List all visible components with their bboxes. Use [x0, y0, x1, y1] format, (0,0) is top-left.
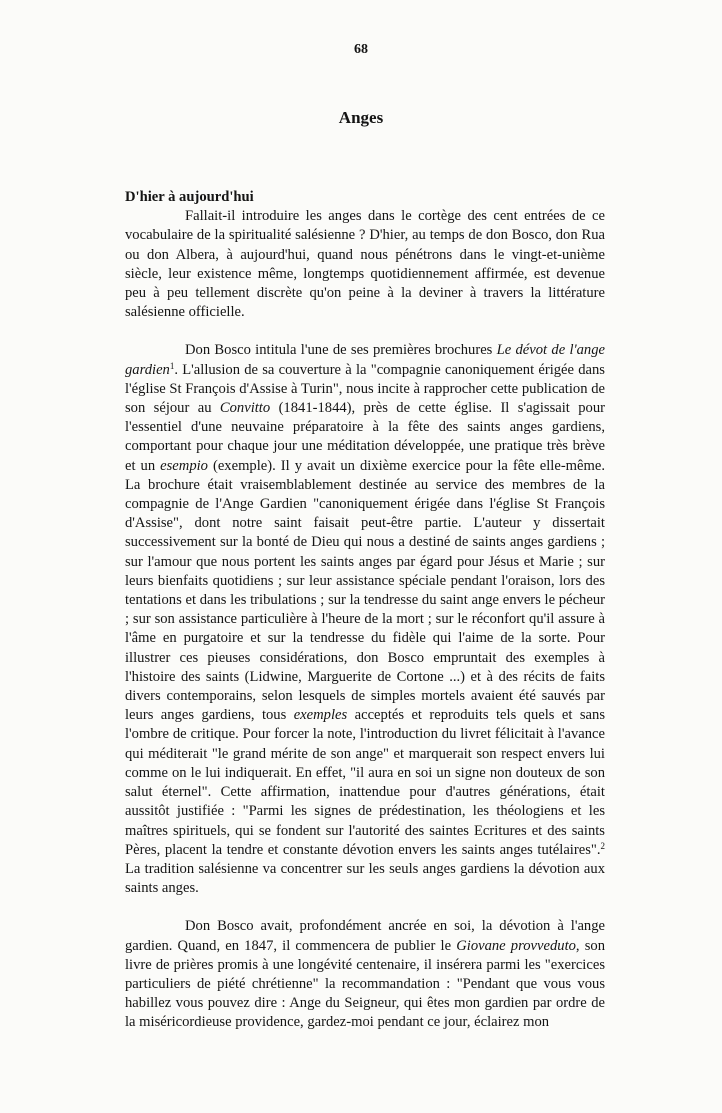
paragraph-3: Don Bosco avait, profondément ancrée en soi, la dévotion à l'ange gardien. Quand, en 1847, il commencera de publier le Giovane provveduto, son livre de prières promis à une longévité centenaire, il insérera parmi les "exercices particuliers de piété chrétienne" la recommandation : "Pendant que vous vous habillez vous pouvez dire : Ange du Seigneur, qui êtes mon gardien par ordre de la miséricordieuse providence, gardez-moi pendant ce jour, éclairez mon — [125, 918, 605, 1031]
chapter-title: Anges — [338, 108, 384, 127]
book-title: Giovane provveduto — [456, 937, 576, 954]
footnote-ref-2: 2 — [600, 840, 605, 851]
main-text — [125, 188, 605, 1033]
page-number: 68 — [354, 42, 368, 57]
section-heading: D'hier à aujourd'hui — [125, 189, 254, 205]
footnote-ref-1: 1 — [169, 360, 175, 371]
book-title: Le dévot de l'ange gardien — [125, 342, 605, 378]
paragraph-2: Don Bosco intitula l'une de ses premières brochures Le dévot de l'ange gardien$^1$. L'allusion de sa couverture à la "compagnie canoniquement érigée dans l'église St François d'Assise à Turin", nous incite à rapprocher cette publication de son séjour au Convitto (1841-1844), près de cette église. Il s'agissait pour l'essentiel d'une neuvaine préparatoire à la fête des saints anges gardiens, comportant pour chaque jour une méditation développée, une pratique très brève et un esempio (exemple). Il y avait un dixième exercice pour la fête elle-même. La brochure était vraisemblablement destinée au service des membres de la compagnie de l'Ange Gardien "canoniquement érigée dans l'église St François d'Assise", dont notre saint faisait peut-être partie. L'auteur y dissertait successivement sur la bonté de Dieu qui nous a destiné de saints anges gardiens ; sur l'amour que nous portent les saints anges par égard pour Jésus et Marie ; sur leurs bienfaits quotidiens ; sur leur assistance spéciale pendant l'oraison, lors des tentations et dans les tribulations ; sur la tendresse du saint ange envers le pécheur ; sur son assistance particulière à l'heure de la mort ; sur le réconfort qu'il assure à l'âme en purgatoire et sur la tendresse du fidèle qui l'aime de la sorte. Pour illustrer ces pieuses considérations, don Bosco empruntait des exemples à l'histoire des saints (Lidwine, Marguerite de Cortone ...) et à des récits de faits divers contemporains, selon lesquels de simples mortels avaient été sauvés par leurs anges gardiens, tous exemples acceptés et reproduits tels quels et sans l'ombre de critique. Pour forcer la note, l'introduction du livret félicitait à l'avance qui méditerait "le grand mérite de son ange" et marquerait son respect envers lui comme on le lui indiquerait. En effet, "il aura en soi un signe non douteux de son salut éternel". Cette affirmation, inattendue pour d'autres générations, était aussitôt justifiée : "Parmi les signes de prédestination, les théologiens et les maîtres spirituels, qui se fondent sur l'autorité des saintes Ecritures et des saints Pères, placent la tendre et constante dévotion envers les saints anges tutélaires".$^2$ La tradition salésienne va concentrer sur les seuls anges gardiens la dévotion aux saints anges. — [125, 342, 605, 897]
paragraph-1: Fallait-il introduire les anges dans le cortège des cent entrées de ce vocabulaire de la spiritualité salésienne ? D'hier, au temps de don Bosco, don Rua ou don Albera, à aujourd'hui, quand nous pénétrons dans le vingt-et-unième siècle, leur existence même, longtemps quotidiennement affirmée, est devenue peu à peu tellement discrète qu'on peine à la deviner à travers la littérature salésienne officielle. — [125, 208, 605, 321]
